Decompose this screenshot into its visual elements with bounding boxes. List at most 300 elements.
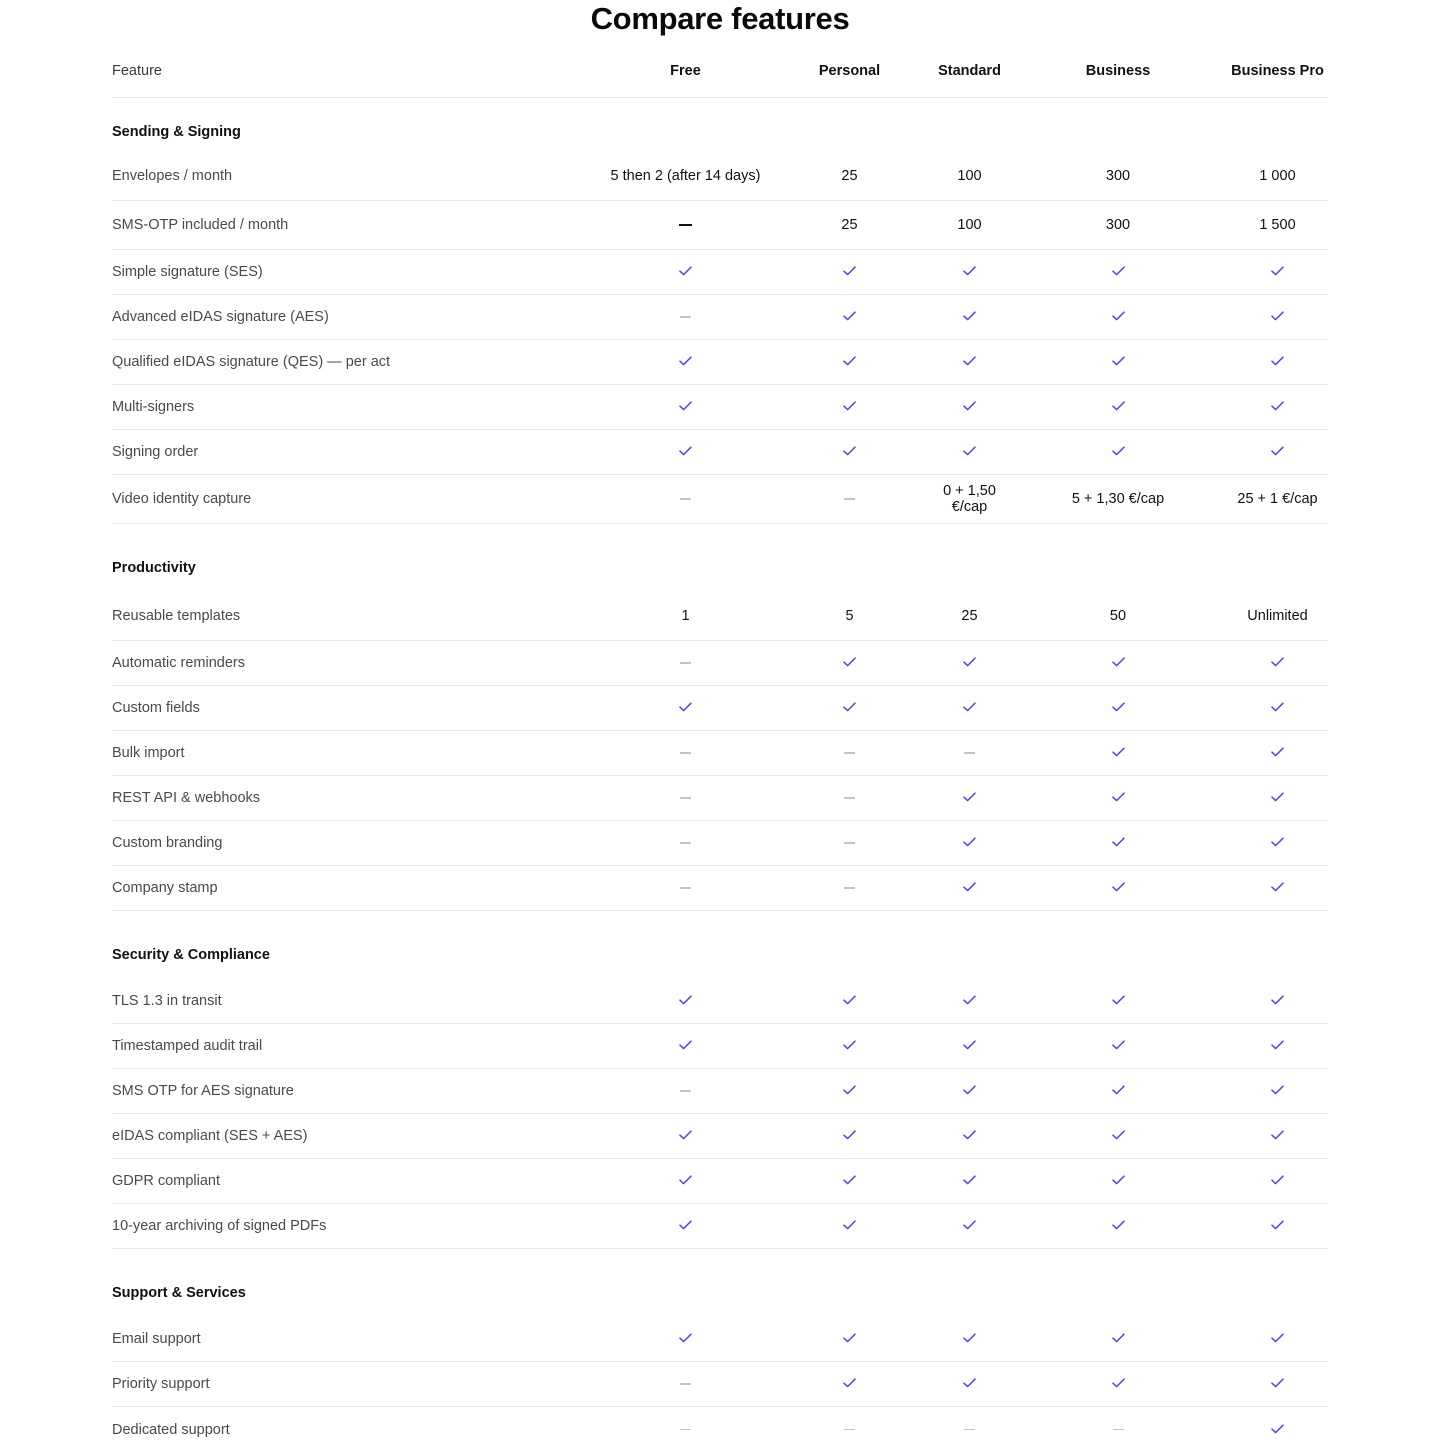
not-included-dash-icon xyxy=(680,1383,691,1385)
cell-business xyxy=(1009,993,1227,1009)
check-icon xyxy=(963,1085,976,1095)
cell-free xyxy=(602,790,769,806)
feature-label: Automatic reminders xyxy=(112,655,245,671)
cell-standard xyxy=(930,790,1009,806)
feature-label: Simple signature (SES) xyxy=(112,264,263,280)
check-icon xyxy=(1112,995,1125,1005)
not-included-dash-icon xyxy=(964,752,975,754)
cell-value: 0 + 1,50 €/cap xyxy=(943,483,996,515)
cell-business xyxy=(1009,745,1227,761)
cell-business xyxy=(1009,309,1227,325)
check-icon xyxy=(843,446,856,456)
check-icon xyxy=(1112,1175,1125,1185)
section-title: Security & Compliance xyxy=(112,947,270,963)
cell-standard xyxy=(930,309,1009,325)
cell-value: 100 xyxy=(957,217,982,233)
check-icon xyxy=(1112,1085,1125,1095)
cell-business-pro xyxy=(1227,491,1328,507)
not-included-dash-icon xyxy=(964,1429,975,1431)
feature-label: Advanced eIDAS signature (AES) xyxy=(112,309,329,325)
check-icon xyxy=(1112,356,1125,366)
cell-standard xyxy=(930,1422,1009,1438)
cell-business-pro xyxy=(1227,217,1328,233)
check-icon xyxy=(1271,1130,1284,1140)
feature-label: Envelopes / month xyxy=(112,168,233,184)
cell-business-pro xyxy=(1227,790,1328,806)
check-icon xyxy=(1271,356,1284,366)
cell-standard xyxy=(930,399,1009,415)
feature-label: TLS 1.3 in transit xyxy=(112,993,222,1009)
check-icon xyxy=(1271,446,1284,456)
check-icon xyxy=(1271,657,1284,667)
check-icon xyxy=(843,702,856,712)
check-icon xyxy=(963,311,976,321)
check-icon xyxy=(1271,1040,1284,1050)
cell-free xyxy=(602,880,769,896)
cell-standard xyxy=(930,745,1009,761)
feature-label: Video identity capture xyxy=(112,491,252,507)
cell-business-pro xyxy=(1227,1038,1328,1054)
cell-free xyxy=(602,993,769,1009)
check-icon xyxy=(843,1220,856,1230)
check-icon xyxy=(963,401,976,411)
check-icon xyxy=(679,401,692,411)
cell-standard xyxy=(930,835,1009,851)
check-icon xyxy=(1112,446,1125,456)
check-icon xyxy=(1112,311,1125,321)
feature-label: Qualified eIDAS signature (QES) — per act xyxy=(112,354,391,370)
section-header xyxy=(112,524,1328,592)
not-included-dash-icon xyxy=(844,797,855,799)
cell-business xyxy=(1009,1422,1227,1438)
cell-business xyxy=(1009,264,1227,280)
cell-standard xyxy=(930,1173,1009,1189)
check-icon xyxy=(963,266,976,276)
cell-business-pro xyxy=(1227,168,1328,184)
cell-business xyxy=(1009,1128,1227,1144)
table-row xyxy=(112,1317,1328,1362)
check-icon xyxy=(1112,702,1125,712)
cell-free xyxy=(602,1173,769,1189)
check-icon xyxy=(963,1130,976,1140)
check-icon xyxy=(1112,1378,1125,1388)
check-icon xyxy=(843,266,856,276)
cell-personal xyxy=(769,1376,930,1392)
cell-standard xyxy=(930,655,1009,671)
not-included-dash-icon xyxy=(680,752,691,754)
check-icon xyxy=(679,1175,692,1185)
cell-free xyxy=(602,1083,769,1099)
feature-label: Reusable templates xyxy=(112,608,241,624)
cell-business-pro xyxy=(1227,835,1328,851)
cell-standard xyxy=(930,993,1009,1009)
cell-standard xyxy=(930,264,1009,280)
cell-business xyxy=(1009,168,1227,184)
cell-business xyxy=(1009,1038,1227,1054)
header-plan-business: Business xyxy=(1085,62,1151,79)
cell-business xyxy=(1009,1218,1227,1234)
cell-value: 1 000 xyxy=(1259,168,1296,184)
not-included-dash-icon xyxy=(844,498,855,500)
table-row xyxy=(112,340,1328,385)
cell-value: 5 + 1,30 €/cap xyxy=(1071,491,1165,507)
cell-business xyxy=(1009,608,1227,624)
not-included-dash-icon xyxy=(680,1090,691,1092)
check-icon xyxy=(843,995,856,1005)
table-row xyxy=(112,1024,1328,1069)
not-included-dash-icon xyxy=(680,498,691,500)
feature-label: Email support xyxy=(112,1331,201,1347)
feature-label: Priority support xyxy=(112,1376,210,1392)
cell-free xyxy=(602,1218,769,1234)
compare-features-table xyxy=(112,44,1328,1452)
cell-business-pro xyxy=(1227,264,1328,280)
check-icon xyxy=(1271,1378,1284,1388)
feature-label: Timestamped audit trail xyxy=(112,1038,263,1054)
cell-personal xyxy=(769,790,930,806)
cell-business-pro xyxy=(1227,444,1328,460)
check-icon xyxy=(843,1175,856,1185)
cell-personal xyxy=(769,1083,930,1099)
check-icon xyxy=(1271,311,1284,321)
check-icon xyxy=(1112,1040,1125,1050)
cell-personal xyxy=(769,309,930,325)
cell-free xyxy=(602,354,769,370)
table-row xyxy=(112,430,1328,475)
cell-free xyxy=(602,608,769,624)
feature-label: SMS OTP for AES signature xyxy=(112,1083,294,1099)
check-icon xyxy=(1112,747,1125,757)
cell-value: 1 xyxy=(681,608,690,624)
cell-business-pro xyxy=(1227,1218,1328,1234)
cell-free xyxy=(602,1128,769,1144)
cell-personal xyxy=(769,168,930,184)
cell-standard xyxy=(930,217,1009,233)
check-icon xyxy=(1271,882,1284,892)
check-icon xyxy=(1271,792,1284,802)
cell-value: 25 + 1 €/cap xyxy=(1237,491,1318,507)
not-included-dash-icon xyxy=(680,662,691,664)
cell-standard xyxy=(930,1083,1009,1099)
cell-value: Unlimited xyxy=(1247,608,1308,624)
cell-value: 25 xyxy=(841,217,858,233)
cell-business xyxy=(1009,399,1227,415)
check-icon xyxy=(843,1040,856,1050)
feature-label: Bulk import xyxy=(112,745,185,761)
check-icon xyxy=(679,446,692,456)
table-row xyxy=(112,201,1328,250)
cell-business xyxy=(1009,880,1227,896)
check-icon xyxy=(1112,1130,1125,1140)
feature-label: Multi-signers xyxy=(112,399,195,415)
header-plan-business-pro: Business Pro xyxy=(1231,62,1324,79)
cell-value: 100 xyxy=(957,168,982,184)
check-icon xyxy=(1112,882,1125,892)
check-icon xyxy=(1271,1175,1284,1185)
cell-business xyxy=(1009,444,1227,460)
header-feature: Feature xyxy=(112,62,162,79)
cell-personal xyxy=(769,835,930,851)
table-row xyxy=(112,250,1328,295)
cell-personal xyxy=(769,354,930,370)
table-row xyxy=(112,776,1328,821)
table-row xyxy=(112,385,1328,430)
cell-standard xyxy=(930,1331,1009,1347)
cell-personal xyxy=(769,608,930,624)
check-icon xyxy=(963,1333,976,1343)
cell-value: 50 xyxy=(1109,608,1127,624)
cell-value: 5 then 2 (after 14 days) xyxy=(610,168,761,184)
cell-personal xyxy=(769,1331,930,1347)
cell-free xyxy=(602,655,769,671)
check-icon xyxy=(679,356,692,366)
check-icon xyxy=(679,995,692,1005)
check-icon xyxy=(963,356,976,366)
page-title: Compare features xyxy=(590,1,850,36)
check-icon xyxy=(1271,266,1284,276)
section-title: Support & Services xyxy=(112,1285,246,1301)
check-icon xyxy=(963,792,976,802)
cell-business-pro xyxy=(1227,745,1328,761)
table-row xyxy=(112,686,1328,731)
check-icon xyxy=(1271,1220,1284,1230)
check-icon xyxy=(1271,1085,1284,1095)
table-row xyxy=(112,592,1328,641)
check-icon xyxy=(1112,837,1125,847)
table-row xyxy=(112,1114,1328,1159)
cell-free xyxy=(602,1331,769,1347)
check-icon xyxy=(679,266,692,276)
cell-standard xyxy=(930,880,1009,896)
cell-personal xyxy=(769,399,930,415)
check-icon xyxy=(1271,747,1284,757)
cell-standard xyxy=(930,444,1009,460)
check-icon xyxy=(679,1220,692,1230)
table-row xyxy=(112,1204,1328,1249)
cell-personal xyxy=(769,745,930,761)
cell-personal xyxy=(769,1038,930,1054)
check-icon xyxy=(1271,995,1284,1005)
feature-label: Custom branding xyxy=(112,835,223,851)
not-included-dash-icon xyxy=(680,316,691,318)
cell-personal xyxy=(769,1218,930,1234)
cell-business xyxy=(1009,790,1227,806)
check-icon xyxy=(679,1130,692,1140)
section-title: Sending & Signing xyxy=(112,124,241,140)
table-row xyxy=(112,475,1328,524)
not-included-dash-icon xyxy=(844,842,855,844)
cell-free xyxy=(602,264,769,280)
not-included-dash-icon xyxy=(680,887,691,889)
cell-business-pro xyxy=(1227,608,1328,624)
cell-free xyxy=(602,399,769,415)
cell-personal xyxy=(769,217,930,233)
check-icon xyxy=(963,837,976,847)
check-icon xyxy=(1271,1424,1284,1434)
header-plan-free: Free xyxy=(670,62,701,79)
check-icon xyxy=(963,446,976,456)
check-icon xyxy=(1271,837,1284,847)
cell-standard xyxy=(930,1218,1009,1234)
table-row xyxy=(112,152,1328,201)
cell-business xyxy=(1009,1331,1227,1347)
check-icon xyxy=(963,702,976,712)
table-row xyxy=(112,731,1328,776)
cell-business xyxy=(1009,1083,1227,1099)
cell-business xyxy=(1009,491,1227,507)
not-included-dash-icon xyxy=(844,752,855,754)
cell-standard xyxy=(930,168,1009,184)
cell-standard xyxy=(930,1128,1009,1144)
feature-label: GDPR compliant xyxy=(112,1173,220,1189)
check-icon xyxy=(1271,1333,1284,1343)
check-icon xyxy=(679,702,692,712)
cell-value: 300 xyxy=(1105,168,1131,184)
cell-standard xyxy=(930,483,1009,515)
table-row xyxy=(112,295,1328,340)
not-included-dash-icon xyxy=(844,887,855,889)
feature-label: Company stamp xyxy=(112,880,218,896)
cell-value: 1 500 xyxy=(1259,217,1296,233)
cell-personal xyxy=(769,1173,930,1189)
cell-free xyxy=(602,168,769,184)
cell-personal xyxy=(769,264,930,280)
table-row xyxy=(112,979,1328,1024)
feature-label: SMS-OTP included / month xyxy=(112,217,289,233)
cell-business-pro xyxy=(1227,1083,1328,1099)
section-title: Productivity xyxy=(112,560,196,576)
not-included-dash-icon xyxy=(680,842,691,844)
table-row xyxy=(112,1362,1328,1407)
cell-standard xyxy=(930,608,1009,624)
cell-business-pro xyxy=(1227,309,1328,325)
cell-business-pro xyxy=(1227,880,1328,896)
cell-value: 5 xyxy=(845,608,854,624)
table-row xyxy=(112,866,1328,911)
cell-value: 25 xyxy=(961,608,978,624)
cell-personal xyxy=(769,993,930,1009)
table-body xyxy=(112,98,1328,1452)
check-icon xyxy=(843,401,856,411)
table-row xyxy=(112,1069,1328,1114)
check-icon xyxy=(963,882,976,892)
feature-label: eIDAS compliant (SES + AES) xyxy=(112,1128,308,1144)
check-icon xyxy=(963,1040,976,1050)
cell-business-pro xyxy=(1227,700,1328,716)
header-plan-standard: Standard xyxy=(938,62,1001,79)
cell-business-pro xyxy=(1227,354,1328,370)
cell-standard xyxy=(930,700,1009,716)
cell-business xyxy=(1009,655,1227,671)
not-included-dash-icon xyxy=(680,797,691,799)
cell-free xyxy=(602,1038,769,1054)
cell-personal xyxy=(769,1422,930,1438)
cell-personal xyxy=(769,700,930,716)
check-icon xyxy=(843,1130,856,1140)
cell-business-pro xyxy=(1227,1173,1328,1189)
check-icon xyxy=(963,1220,976,1230)
cell-business-pro xyxy=(1227,1331,1328,1347)
check-icon xyxy=(843,311,856,321)
cell-business-pro xyxy=(1227,993,1328,1009)
cell-business xyxy=(1009,217,1227,233)
table-row xyxy=(112,1407,1328,1452)
cell-free xyxy=(602,745,769,761)
not-included-dash-icon xyxy=(680,1429,691,1431)
feature-label: Custom fields xyxy=(112,700,200,716)
cell-business-pro xyxy=(1227,1128,1328,1144)
cell-value: 25 xyxy=(841,168,858,184)
feature-label: REST API & webhooks xyxy=(112,790,261,806)
table-header-row xyxy=(112,44,1328,98)
cell-value: 300 xyxy=(1105,217,1131,233)
check-icon xyxy=(1112,1220,1125,1230)
cell-business xyxy=(1009,1376,1227,1392)
check-icon xyxy=(963,1378,976,1388)
section-header xyxy=(112,1249,1328,1317)
feature-label: Dedicated support xyxy=(112,1421,230,1438)
check-icon xyxy=(679,1040,692,1050)
cell-free xyxy=(602,491,769,507)
cell-business xyxy=(1009,700,1227,716)
check-icon xyxy=(1112,657,1125,667)
table-row xyxy=(112,1159,1328,1204)
check-icon xyxy=(1271,401,1284,411)
header-plan-personal: Personal xyxy=(818,62,881,79)
cell-free xyxy=(602,217,769,233)
check-icon xyxy=(1271,702,1284,712)
cell-standard xyxy=(930,354,1009,370)
check-icon xyxy=(1112,401,1125,411)
check-icon xyxy=(1112,792,1125,802)
check-icon xyxy=(963,1175,976,1185)
cell-free xyxy=(602,1376,769,1392)
cell-standard xyxy=(930,1038,1009,1054)
cell-business-pro xyxy=(1227,1376,1328,1392)
check-icon xyxy=(963,995,976,1005)
section-header xyxy=(112,911,1328,979)
section-header xyxy=(112,98,1328,152)
check-icon xyxy=(1112,266,1125,276)
check-icon xyxy=(963,657,976,667)
cell-personal xyxy=(769,880,930,896)
cell-personal xyxy=(769,491,930,507)
cell-business xyxy=(1009,354,1227,370)
check-icon xyxy=(1112,1333,1125,1343)
check-icon xyxy=(843,1085,856,1095)
cell-personal xyxy=(769,1128,930,1144)
table-row xyxy=(112,821,1328,866)
feature-label: 10-year archiving of signed PDFs xyxy=(112,1218,327,1234)
feature-label: Signing order xyxy=(112,444,199,460)
cell-personal xyxy=(769,444,930,460)
cell-personal xyxy=(769,655,930,671)
check-icon xyxy=(843,1378,856,1388)
none-dash-icon xyxy=(679,224,692,226)
not-included-dash-icon xyxy=(1113,1429,1124,1431)
cell-business-pro xyxy=(1227,655,1328,671)
cell-business xyxy=(1009,1173,1227,1189)
check-icon xyxy=(679,1333,692,1343)
cell-business-pro xyxy=(1227,1422,1328,1438)
cell-free xyxy=(602,700,769,716)
cell-free xyxy=(602,1422,769,1438)
check-icon xyxy=(843,1333,856,1343)
cell-free xyxy=(602,835,769,851)
cell-free xyxy=(602,309,769,325)
cell-business-pro xyxy=(1227,399,1328,415)
table-row xyxy=(112,641,1328,686)
